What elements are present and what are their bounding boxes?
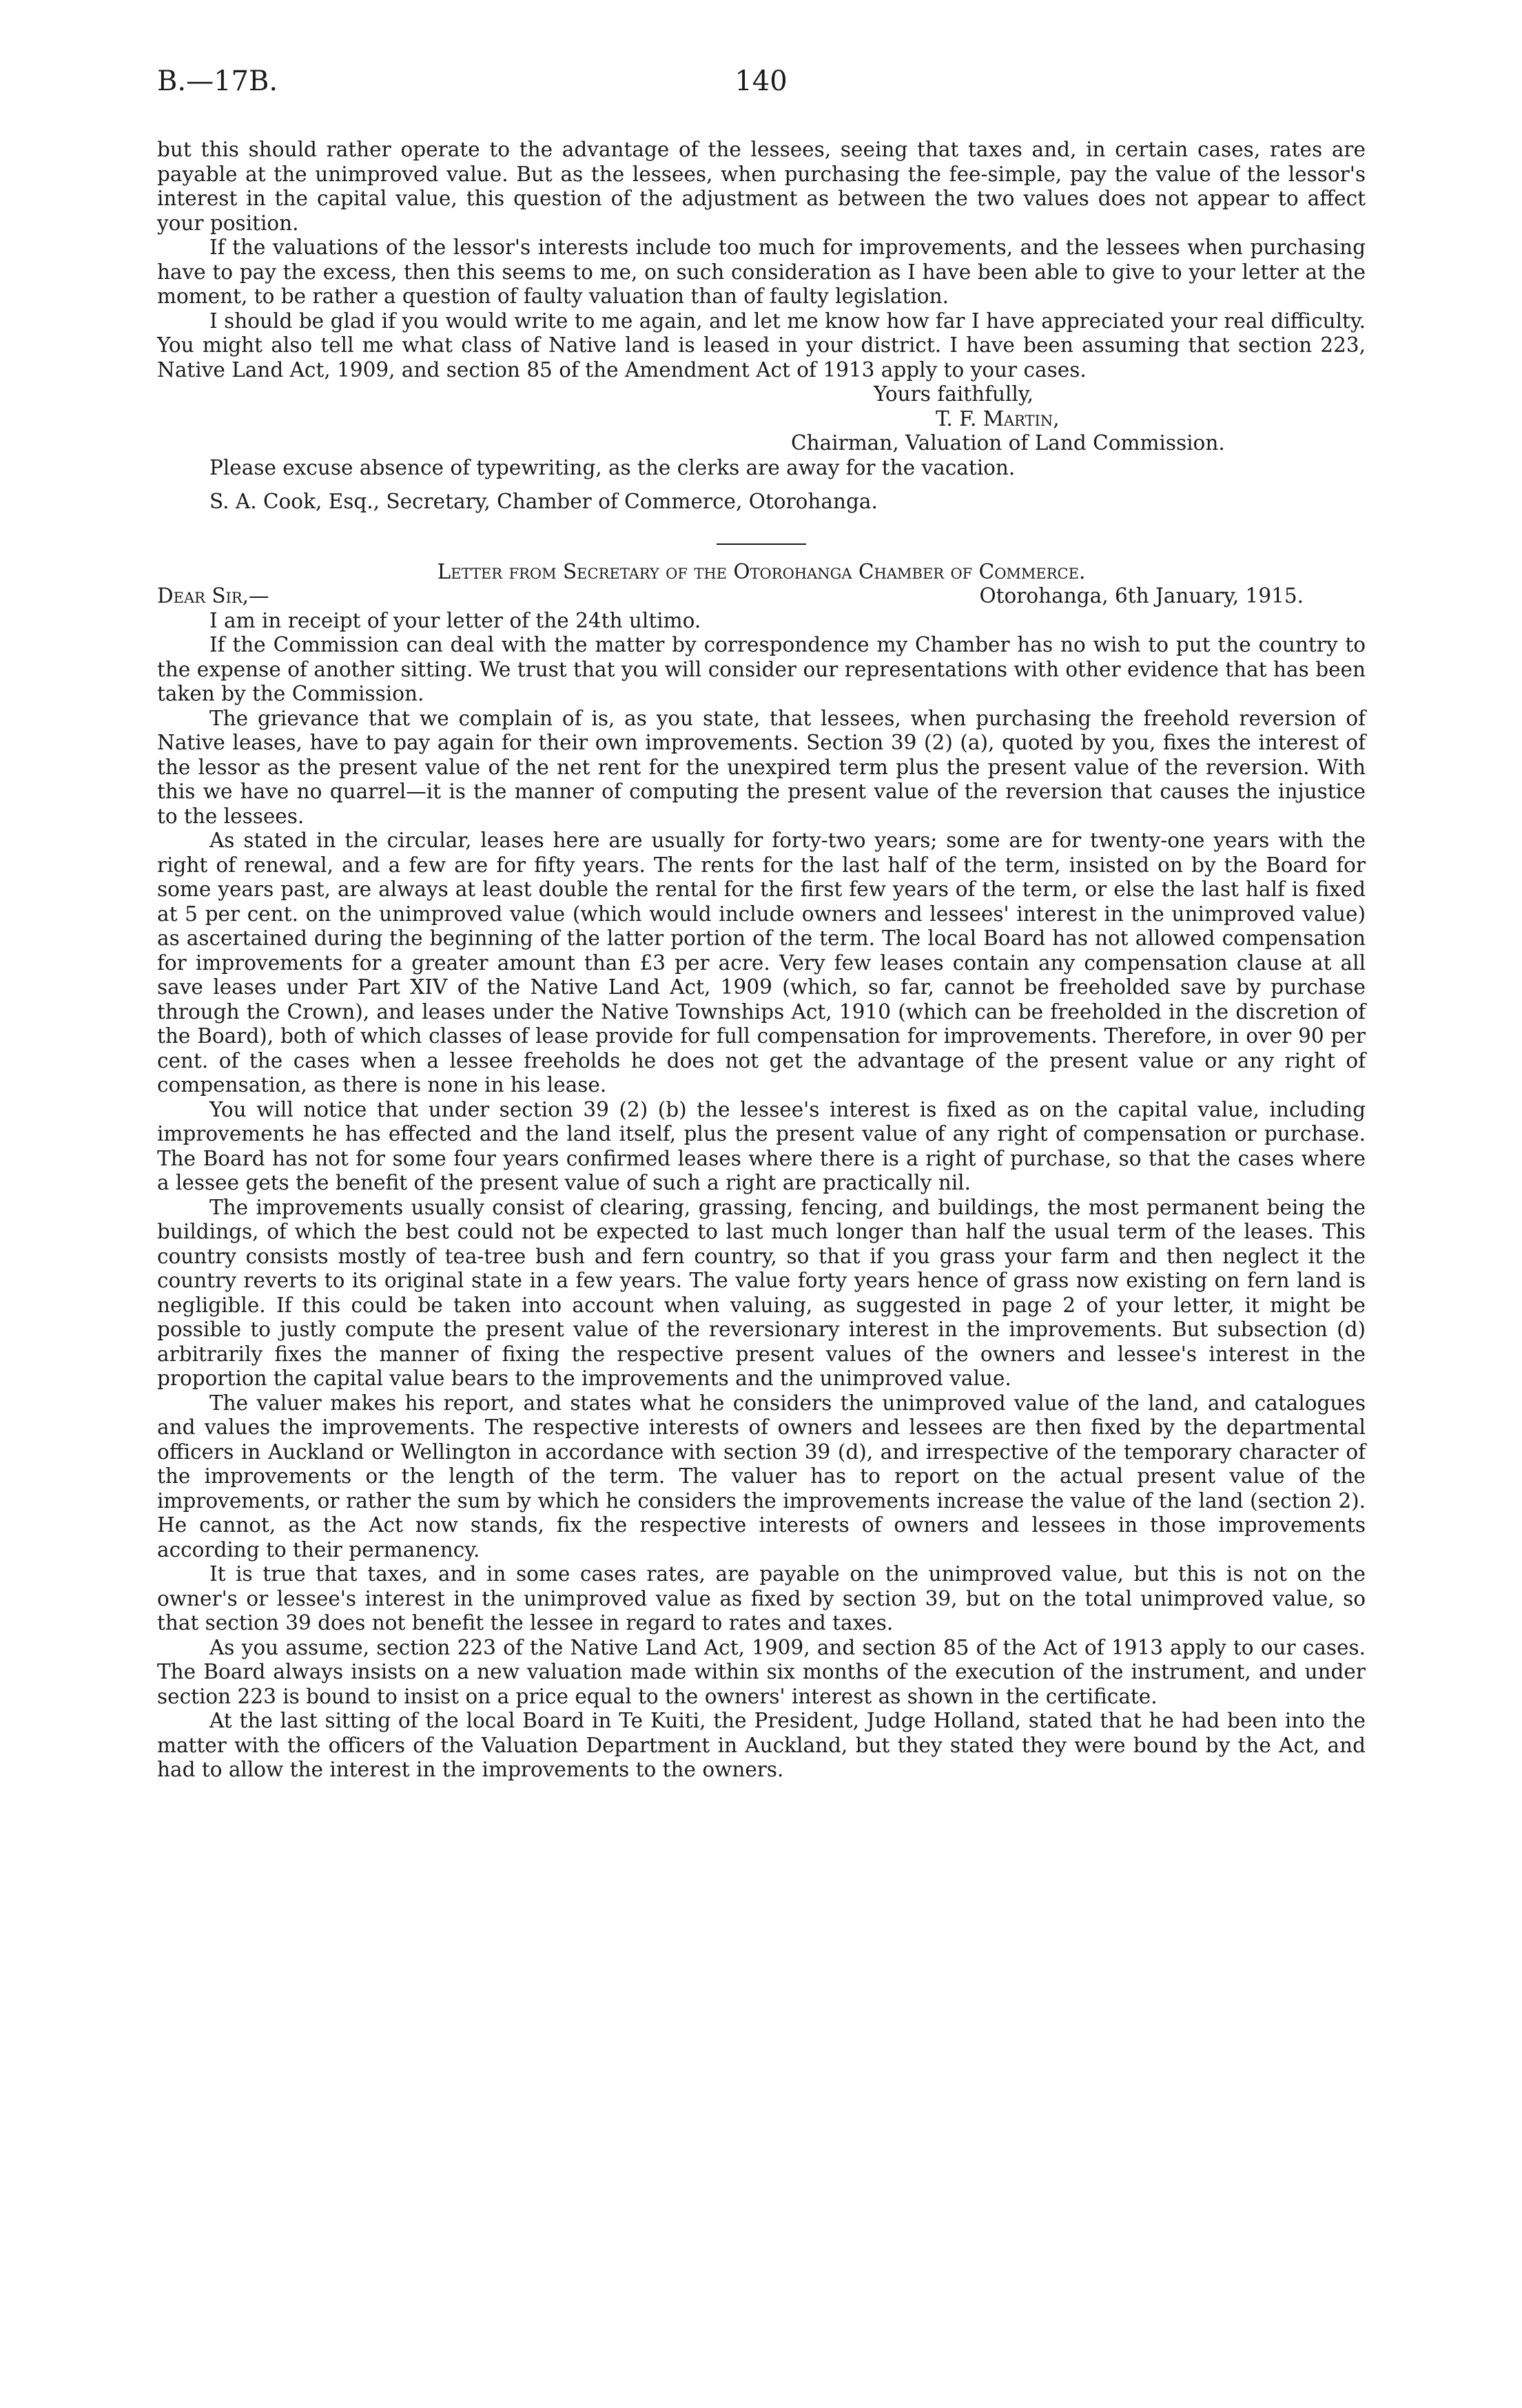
paragraph: but this should rather operate to the advantage of the lessees, seeing that taxes and, in certain cases, rates are payable at the unimproved value. But as the lessees, when purchasing the fee-simple, pay the value of the lessor's interest in the capital value, this question of the adjustment as between the two values does not appear to affect your position. xyxy=(157,138,1366,235)
page-number: 140 xyxy=(734,65,788,97)
paragraph: You will notice that under section 39 (2) (b) the lessee's interest is fixed as on the capital value, including improvements he has effected and the land itself, plus the present value of any right of compensation or purchase. The Board has not for some four years confirmed leases where there is a right of purchase, so that the cases where a lessee gets the benefit of the present value of such a right are practically nil. xyxy=(157,1097,1366,1194)
paragraph: The grievance that we complain of is, as you state, that lessees, when purchasing the freehold reversion of Native leases, have to pay again for their own improvements. Section 39 (2) (a), quoted by you, fixes the interest of the lessor as the present value of the net rent for the unexpired term plus the present value of the reversion. With this we have no quarrel—it is the manner of computing the present value of the reversion that causes the injustice to the lessees. xyxy=(157,706,1366,828)
salutation: Dear Sir,— xyxy=(157,584,269,608)
section-divider xyxy=(717,543,806,545)
signatory-position: Chairman, Valuation of Land Commission. xyxy=(791,431,1225,455)
paragraph: The valuer makes his report, and states what he considers the unimproved value of the land, and catalogues and values the improvements. The respective interests of owners and lessees are then fixed by the departmental officers in Auckland or Wellington in accordance with section 39 (d), and irrespective of the temporary character of the improvements or the length of the term. The valuer has to report on the actual present value of the improvements, or rather the sum by which he considers the improvements increase the value of the land (section 2). He cannot, as the Act now stands, fix the respective interests of owners and lessees in those improvements according to their permanency. xyxy=(157,1391,1366,1561)
letter-closing: Yours faithfully, xyxy=(874,382,1033,406)
postscript: Please excuse absence of typewriting, as the clerks are away for the vacation. xyxy=(209,455,1016,479)
paragraph: If the valuations of the lessor's interests include too much for improvements, and the lessees when purchasing have to pay the excess, then this seems to me, on such consideration as I have been able to give to your letter at the moment, to be rather a question of faulty valuation than of faulty legislation. xyxy=(157,236,1366,308)
paragraph: I should be glad if you would write to me again, and let me know how far I have appreciated your real difficulty. You might also tell me what class of Native land is leased in your district. I have been assuming that section 223, Native Land Act, 1909, and section 85 of the Amendment Act of 1913 apply to your cases. xyxy=(157,309,1366,382)
document-body xyxy=(157,138,1366,1783)
addressee: S. A. Cook, Esq., Secretary, Chamber of Commerce, Otorohanga. xyxy=(209,490,878,513)
paragraph: At the last sitting of the local Board in Te Kuiti, the President, Judge Holland, stated that he had been into the matter with the officers of the Valuation Department in Auckland, but they stated they were bound by the Act, and had to allow the interest in the improvements to the owners. xyxy=(157,1709,1366,1781)
paragraph: It is true that taxes, and in some cases rates, are payable on the unimproved value, but this is not on the owner's or lessee's interest in the unimproved value as fixed by section 39, but on the total unimproved value, so that section 39 does not benefit the lessee in regard to rates and taxes. xyxy=(157,1562,1366,1634)
page-header xyxy=(157,65,1365,107)
signatory-name: T. F. Martin, xyxy=(936,406,1060,430)
first-letter-continuation xyxy=(157,138,1366,515)
document-reference: B.—17B. xyxy=(157,65,278,97)
paragraph: The improvements usually consist of clearing, grassing, fencing, and buildings, the most permanent being the buildings, of which the best could not be expected to last much longer than half the usual term of the leases. This country consists mostly of tea-tree bush and fern country, so that if you grass your farm and then neglect it the country reverts to its original state in a few years. The value forty years hence of grass now existing on fern land is negligible. If this could be taken into account when valuing, as suggested in page 2 of your letter, it might be possible to justly compute the present value of the reversionary interest in the improvements. But subsection (d) arbitrarily fixes the manner of fixing the respective present values of the owners and lessee's interest in the proportion the capital value bears to the improvements and the unimproved value. xyxy=(157,1195,1366,1390)
paragraph: As stated in the circular, leases here are usually for forty-two years; some are for twenty-one years with the right of renewal, and a few are for fifty years. The rents for the last half of the term, insisted on by the Board for some years past, are always at least double the rental for the first few years of the term, or else the last half is fixed at 5 per cent. on the unimproved value (which would include owners and lessees' interest in the unimproved value) as ascertained during the beginning of the latter portion of the term. The local Board has not allowed compensation for improvements for a greater amount than £3 per acre. Very few leases contain any compensation clause at all save leases under Part XIV of the Native Land Act, 1909 (which, so far, cannot be freeholded save by purchase through the Crown), and leases under the Native Townships Act, 1910 (which can be freeholded in the discretion of the Board), both of which classes of lease provide for full compensation for improvements. Therefore, in over 90 per cent. of the cases when a lessee freeholds he does not get the advantage of the present value or any right of compensation, as there is none in his lease. xyxy=(157,829,1366,1097)
paragraph: If the Commission can deal with the matter by correspondence my Chamber has no wish to put the country to the expense of another sitting. We trust that you will consider our representations with other evidence that has been taken by the Commission. xyxy=(157,633,1366,705)
paragraph: I am in receipt of your letter of the 24th ultimo. xyxy=(209,608,701,632)
salutation-line xyxy=(157,584,1366,609)
second-letter xyxy=(157,560,1366,1783)
paragraph: As you assume, section 223 of the Native Land Act, 1909, and section 85 of the Act of 1913 apply to our cases. The Board always insists on a new valuation made within six months of the execution of the instrument, and under section 223 is bound to insist on a price equal to the owners' interest as shown in the certificate. xyxy=(157,1635,1366,1708)
letter-title: Letter from Secretary of the Otorohanga Chamber of Commerce. xyxy=(437,559,1086,583)
place-date: Otorohanga, 6th January, 1915. xyxy=(979,584,1304,608)
